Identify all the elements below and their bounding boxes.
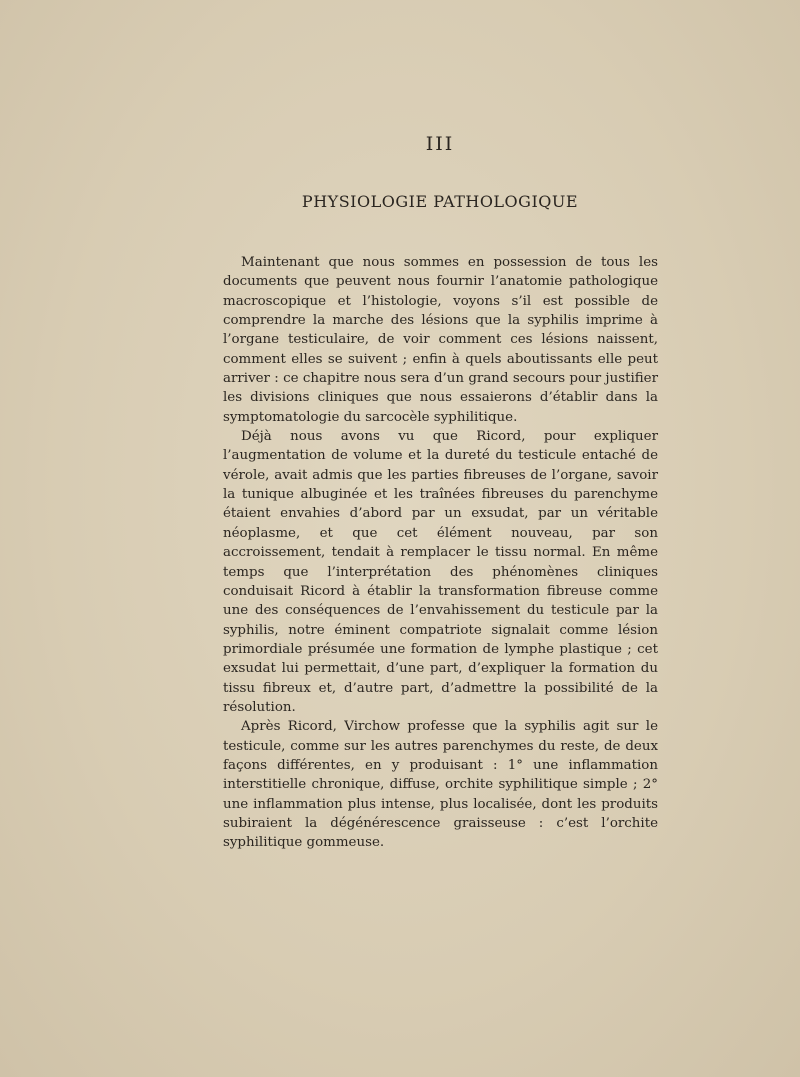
body-text xyxy=(223,253,658,853)
paragraph-3: Après Ricord, Virchow professe que la syphilis agit sur le testicule, comme sur les autres parenchymes du reste, de deux façons différentes, en y produisant : 1° une inflammation interstitielle chronique, diffuse, orchite syphilitique simple ; 2° une inflammation plus intense, plus localisée, dont les produits subiraient la dégénérescence graisseuse : c’est l’orchite syphilitique gommeuse. xyxy=(223,719,658,851)
paragraph-2: Déjà nous avons vu que Ricord, pour expliquer l’augmentation de volume et la dureté du testicule entaché de vérole, avait admis que les parties fibreuses de l’organe, savoir la tunique albuginée et les traînées fibreuses du parenchyme étaient envahies d’abord par un exsudat, par un véritable néoplasme, et que cet élément nouveau, par son accroissement, tendait à remplacer le tissu normal. En même temps que l’interprétation des phénomènes cliniques conduisait Ricord à établir la transformation fibreuse comme une des conséquences de l’envahissement du testicule par la syphilis, notre éminent compatriote signalait comme lésion primordiale présumée une formation de lymphe plastique ; cet exsudat lui permettait, d’une part, d’expliquer la formation du tissu fibreux et, d’autre part, d’admettre la possibilité de la résolution. xyxy=(223,429,658,715)
paragraph-1: Maintenant que nous sommes en possession de tous les documents que peuvent nous fournir l’anatomie pathologique macroscopique et l’histologie, voyons s’il est possible de comprendre la marche des lésions que la syphilis imprime à l’organe testiculaire, de voir comment ces lésions naissent, comment elles se suivent ; enfin à quels aboutissants elle peut arriver : ce chapitre nous sera d’un grand secours pour justifier les divisions cliniques que nous essaierons d’établir dans la symptomatologie du sarcocèle syphilitique. xyxy=(223,255,658,425)
chapter-number: III xyxy=(425,133,455,155)
chapter-title: PHYSIOLOGIE PATHOLOGIQUE xyxy=(301,192,579,211)
